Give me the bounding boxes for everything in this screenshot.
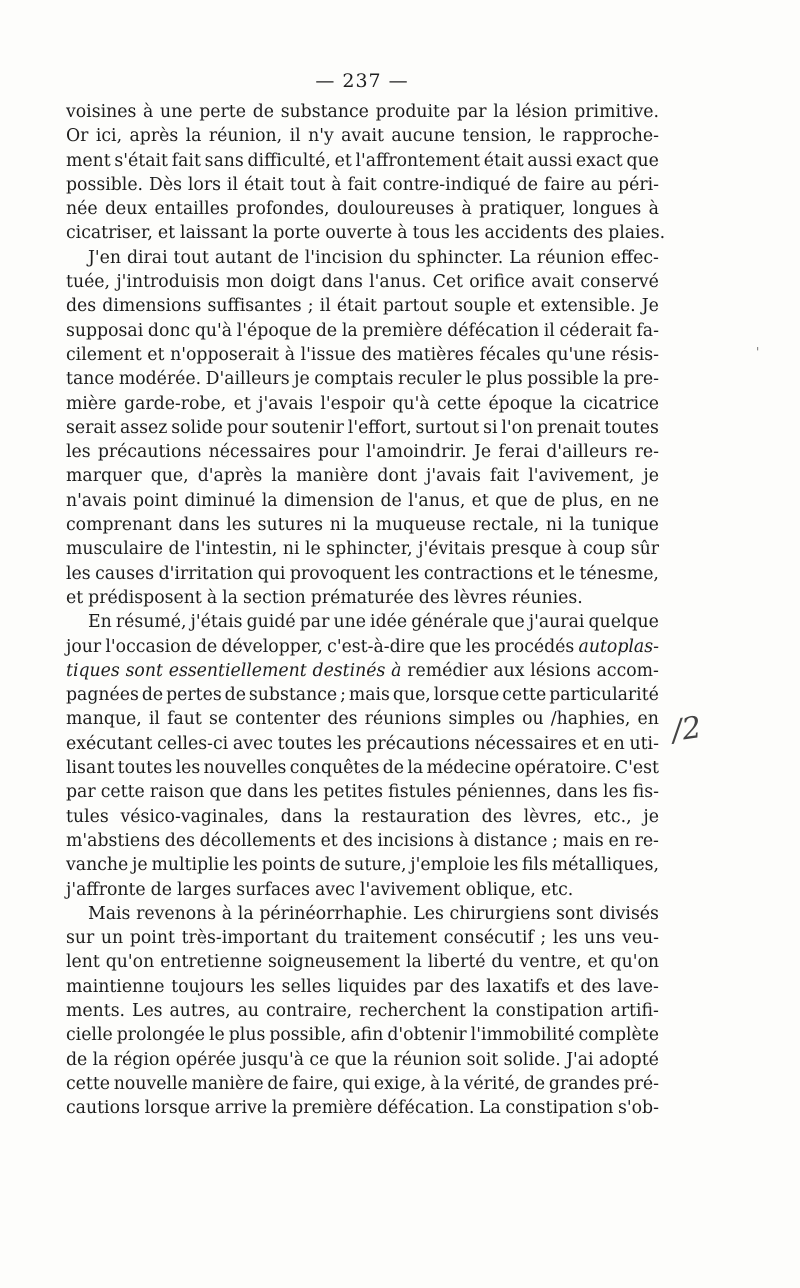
text-line: des dimensions suffisantes ; il était partout souple et extensible. Je	[66, 296, 659, 317]
margin-mark: '	[756, 345, 760, 359]
text-line: vanche je multiplie les points de suture, j'emploie les fils métalliques,	[66, 855, 659, 876]
text-line: ments. Les autres, au contraire, recherchent la constipation artifi-	[66, 1000, 659, 1021]
text-line: En résumé, j'étais guidé par une idée générale que j'aurai quelque	[88, 612, 659, 633]
text-line: comprenant dans les sutures ni la muqueuse rectale, ni la tunique	[66, 515, 659, 536]
text-line: maintienne toujours les selles liquides par des laxatifs et des lave-	[66, 976, 659, 997]
text-line: les causes d'irritation qui provoquent les contractions et le ténesme,	[66, 563, 659, 584]
text-line: tuée, j'introduisis mon doigt dans l'anus. Cet orifice avait conservé	[66, 272, 659, 293]
text-line: lisant toutes les nouvelles conquêtes de la médecine opératoire. C'est	[66, 758, 659, 779]
text-line: m'abstiens des décollements et des incisions à distance ; mais en re-	[66, 830, 659, 851]
text-line: née deux entailles profondes, douloureuses à pratiquer, longues à	[66, 199, 659, 220]
text-line: Or ici, après la réunion, il n'y avait aucune tension, le rapproche-	[66, 126, 659, 147]
text-line: ment s'était fait sans difficulté, et l'affrontement était aussi exact que	[66, 150, 659, 171]
text-line: les précautions nécessaires pour l'amoindrir. Je ferai d'ailleurs re-	[66, 442, 659, 463]
text-line: Mais revenons à la périnéorrhaphie. Les chirurgiens sont divisés	[88, 903, 659, 924]
text-line: n'avais point diminué la dimension de l'anus, et que de plus, en ne	[66, 490, 659, 511]
text-line: manque, il faut se contenter des réunions simples ou /haphies, en	[66, 709, 659, 730]
text-line: tules vésico-vaginales, dans la restauration des lèvres, etc., je	[66, 806, 659, 827]
text-line: J'en dirai tout autant de l'incision du sphincter. La réunion effec-	[88, 247, 659, 268]
page-number: — 237 —	[315, 70, 409, 92]
text-line: serait assez solide pour soutenir l'effort, surtout si l'on prenait toutes	[66, 417, 659, 438]
text-line: cilement et n'opposerait à l'issue des matières fécales qu'une résis-	[66, 344, 659, 365]
text-line: exécutant celles-ci avec toutes les précautions nécessaires et en uti-	[66, 733, 659, 754]
text-line: sur un point très-important du traitement consécutif ; les uns veu-	[66, 928, 659, 949]
text-line: possible. Dès lors il était tout à fait contre-indiqué de faire au péri-	[66, 174, 659, 195]
text-line: de la région opérée jusqu'à ce que la réunion soit solide. J'ai adopté	[66, 1049, 659, 1070]
handwritten-margin-note: /2	[669, 710, 704, 749]
body-text	[66, 100, 666, 1120]
text-line: marquer que, d'après la manière dont j'avais fait l'avivement, je	[66, 466, 659, 487]
text-line: cautions lorsque arrive la première défécation. La constipation s'ob-	[66, 1098, 659, 1119]
text-line: voisines à une perte de substance produite par la lésion primitive.	[66, 102, 659, 122]
text-line: cielle prolongée le plus possible, afin d'obtenir l'immobilité complète	[66, 1025, 659, 1046]
text-line: tance modérée. D'ailleurs je comptais reculer le plus possible la pre-	[66, 369, 659, 390]
text-line: mière garde-robe, et j'avais l'espoir qu'à cette époque la cicatrice	[66, 393, 659, 414]
text-line: par cette raison que dans les petites fistules péniennes, dans les fis-	[66, 782, 659, 803]
text-line: tiques sont essentiellement destinés à remédier aux lésions accom-	[66, 660, 659, 681]
text-line: et prédisposent à la section prématurée des lèvres réunies.	[66, 587, 583, 608]
text-line: j'affronte de larges surfaces avec l'avivement oblique, etc.	[66, 879, 574, 900]
text-line: musculaire de l'intestin, ni le sphincter, j'évitais presque à coup sûr	[66, 539, 659, 560]
text-line: jour l'occasion de développer, c'est-à-dire que les procédés autoplas-	[66, 636, 659, 657]
text-line: pagnées de pertes de substance ; mais que, lorsque cette particularité	[66, 685, 659, 706]
text-line: lent qu'on entretienne soigneusement la liberté du ventre, et qu'on	[66, 952, 659, 973]
text-line: supposai donc qu'à l'époque de la première défécation il céderait fa-	[66, 320, 659, 341]
text-line: cette nouvelle manière de faire, qui exige, à la vérité, de grandes pré-	[66, 1073, 659, 1094]
text-line: cicatriser, et laissant la porte ouverte à tous les accidents des plaies.	[66, 223, 666, 244]
